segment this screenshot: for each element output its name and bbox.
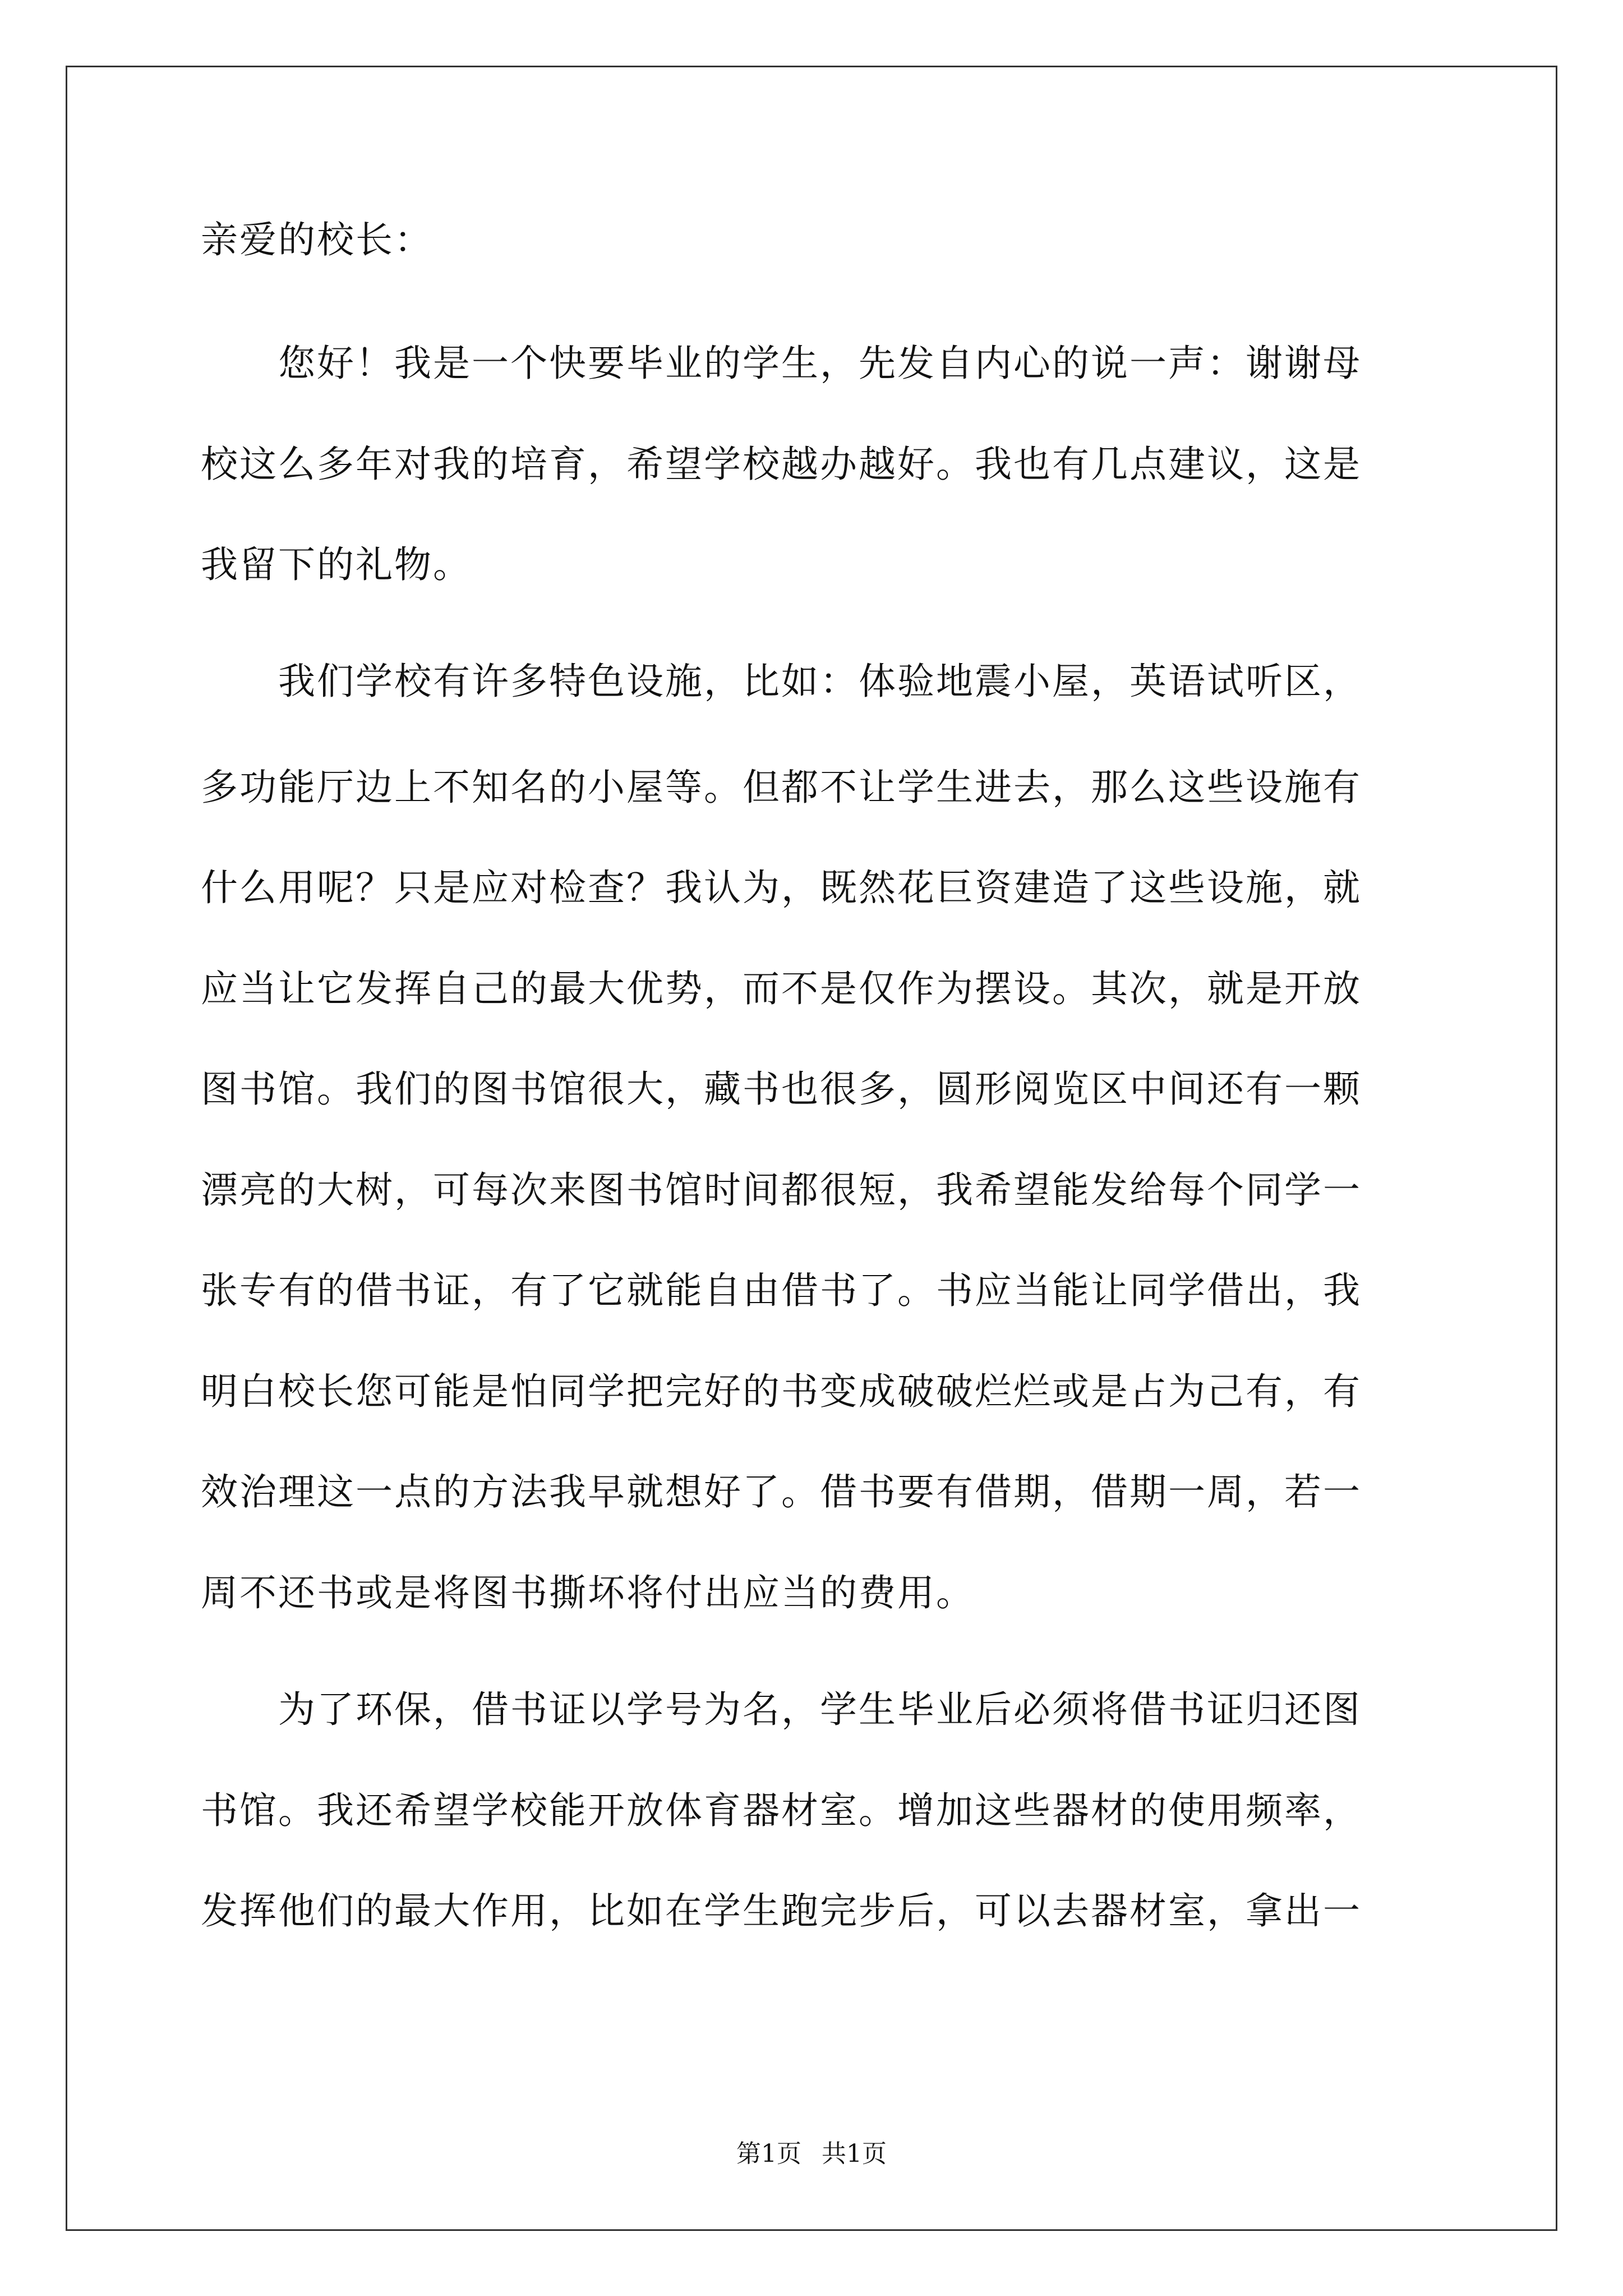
text-line: 周不还书或是将图书撕坏将付出应当的费用。	[201, 1571, 975, 1614]
text-line: 为了环保，借书证以学号为名，学生毕业后必须将借书证归还图	[201, 1688, 1362, 1731]
text-line: 您好！我是一个快要毕业的学生，先发自内心的说一声：谢谢母	[201, 342, 1362, 385]
text-line: 应当让它发挥自己的最大优势，而不是仅作为摆设。其次，就是开放	[201, 967, 1362, 1010]
text-line: 我们学校有许多特色设施，比如：体验地震小屋，英语试听区，	[201, 660, 1362, 703]
text-line: 多功能厅边上不知名的小屋等。但都不让学生进去，那么这些设施有	[201, 766, 1362, 809]
page-footer	[0, 2137, 1623, 2171]
text-line: 发挥他们的最大作用，比如在学生跑完步后，可以去器材室，拿出一	[201, 1889, 1362, 1932]
text-line: 明白校长您可能是怕同学把完好的书变成破破烂烂或是占为己有，有	[201, 1370, 1362, 1413]
text-line: 校这么多年对我的培育，希望学校越办越好。我也有几点建议，这是	[201, 443, 1362, 486]
text-line: 什么用呢？只是应对检查？我认为，既然花巨资建造了这些设施，就	[201, 866, 1362, 909]
page-number: 第1页	[736, 2139, 801, 2168]
text-line: 书馆。我还希望学校能开放体育器材室。增加这些器材的使用频率，	[201, 1789, 1362, 1832]
text-line: 张专有的借书证，有了它就能自由借书了。书应当能让同学借出，我	[201, 1269, 1362, 1312]
page-total: 共1页	[822, 2139, 887, 2168]
text-line: 我留下的礼物。	[201, 543, 472, 586]
salutation-line: 亲爱的校长：	[201, 218, 433, 261]
text-line: 漂亮的大树，可每次来图书馆时间都很短，我希望能发给每个同学一	[201, 1168, 1362, 1212]
text-line: 图书馆。我们的图书馆很大，藏书也很多，圆形阅览区中间还有一颗	[201, 1068, 1362, 1111]
text-line: 效治理这一点的方法我早就想好了。借书要有借期，借期一周，若一	[201, 1470, 1362, 1513]
